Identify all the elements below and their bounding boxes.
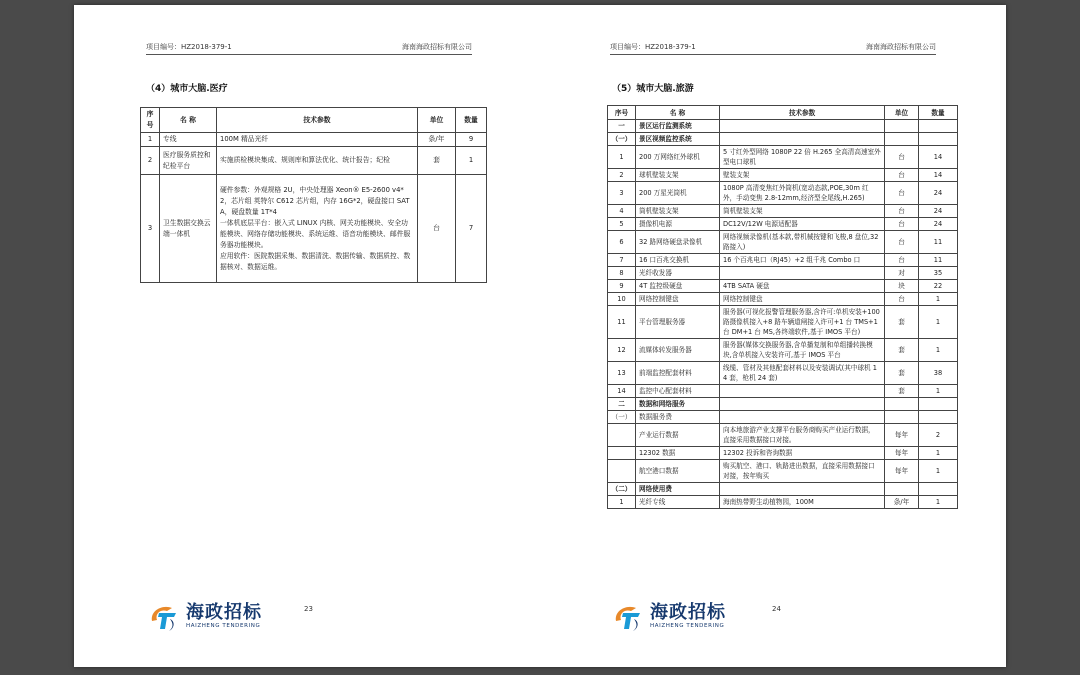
page-header xyxy=(146,40,472,55)
row-spec: 壁装支架 xyxy=(720,169,885,182)
row-number xyxy=(608,424,636,447)
col-spec: 技术参数 xyxy=(217,108,418,133)
logo-name: 海政招标 xyxy=(650,602,726,623)
company-name: 海南海政招标有限公司 xyxy=(402,43,472,51)
row-unit: 台 xyxy=(885,182,919,205)
row-name: 球机壁装支架 xyxy=(636,169,720,182)
document-spread xyxy=(74,5,1006,667)
row-unit: 套 xyxy=(885,339,919,362)
row-spec xyxy=(720,385,885,398)
row-spec: 5 寸红外型网络 1080P 22 倍 H.265 全高清高速室外型电口球机 xyxy=(720,146,885,169)
row-qty: 1 xyxy=(919,339,958,362)
row-qty: 1 xyxy=(919,306,958,339)
row-spec: 筒机壁装支架 xyxy=(720,205,885,218)
row-qty: 24 xyxy=(919,205,958,218)
table-row xyxy=(608,460,958,483)
row-number: （一） xyxy=(608,411,636,424)
row-name: 航空港口数据 xyxy=(636,460,720,483)
row-unit: 条/年 xyxy=(885,496,919,509)
row-unit: 块 xyxy=(885,280,919,293)
row-number: 一 xyxy=(608,120,636,133)
row-spec xyxy=(720,411,885,424)
row-name: 平台管理服务器 xyxy=(636,306,720,339)
row-name: 摄像机电源 xyxy=(636,218,720,231)
row-qty: 1 xyxy=(456,147,487,175)
row-name: 医疗服务质控和纪检平台 xyxy=(160,147,217,175)
row-number: 12 xyxy=(608,339,636,362)
table-header-row xyxy=(141,108,487,133)
row-name: 专线 xyxy=(160,133,217,147)
row-name: 光纤收发器 xyxy=(636,267,720,280)
row-unit xyxy=(885,398,919,411)
row-unit: 条/年 xyxy=(418,133,456,147)
row-unit: 对 xyxy=(885,267,919,280)
section-row xyxy=(608,398,958,411)
row-spec: 12302 投诉和咨询数据 xyxy=(720,447,885,460)
col-spec: 技术参数 xyxy=(720,106,885,120)
table-row xyxy=(608,306,958,339)
table-row xyxy=(608,447,958,460)
row-name: 数据服务费 xyxy=(636,411,720,424)
section-row xyxy=(608,411,958,424)
row-name: 筒机壁装支架 xyxy=(636,205,720,218)
row-number: 13 xyxy=(608,362,636,385)
row-name: 景区视频监控系统 xyxy=(636,133,720,146)
section-title-medical: （4）城市大脑.医疗 xyxy=(146,84,228,94)
row-number: 二 xyxy=(608,398,636,411)
row-number: 5 xyxy=(608,218,636,231)
col-no: 序号 xyxy=(608,106,636,120)
table-row xyxy=(608,254,958,267)
section-row xyxy=(608,483,958,496)
row-qty xyxy=(919,483,958,496)
project-code: 项目编号：HZ2018-379-1 xyxy=(610,43,696,51)
row-spec: 实施质检模块集成、规则库和算法优化、统计报告；纪检 xyxy=(217,147,418,175)
row-number: 1 xyxy=(141,133,160,147)
row-unit: 套 xyxy=(885,306,919,339)
row-number xyxy=(608,447,636,460)
row-unit: 套 xyxy=(885,385,919,398)
section-row xyxy=(608,120,958,133)
row-unit xyxy=(885,133,919,146)
row-qty: 11 xyxy=(919,254,958,267)
row-name: 12302 数据 xyxy=(636,447,720,460)
row-unit xyxy=(885,411,919,424)
row-spec: DC12V/12W 电源适配器 xyxy=(720,218,885,231)
row-unit: 台 xyxy=(418,175,456,283)
table-row xyxy=(608,280,958,293)
row-unit: 台 xyxy=(885,146,919,169)
page-23 xyxy=(74,5,540,667)
row-number: 10 xyxy=(608,293,636,306)
row-qty: 24 xyxy=(919,218,958,231)
company-name: 海南海政招标有限公司 xyxy=(866,43,936,51)
row-number: 11 xyxy=(608,306,636,339)
row-number: 2 xyxy=(141,147,160,175)
row-qty: 1 xyxy=(919,447,958,460)
row-qty: 14 xyxy=(919,169,958,182)
row-unit: 每年 xyxy=(885,447,919,460)
col-name: 名 称 xyxy=(636,106,720,120)
row-unit: 台 xyxy=(885,231,919,254)
row-qty: 22 xyxy=(919,280,958,293)
row-name: 前端监控配套材料 xyxy=(636,362,720,385)
row-qty: 1 xyxy=(919,293,958,306)
row-unit: 套 xyxy=(885,362,919,385)
row-qty xyxy=(919,120,958,133)
logo-subtitle: HAIZHENG TENDERING xyxy=(650,623,725,629)
row-spec: 向本地旅游产业支撑平台服务商购买产业运行数据，直接采用数据接口对接。 xyxy=(720,424,885,447)
row-number: 8 xyxy=(608,267,636,280)
row-qty: 35 xyxy=(919,267,958,280)
row-unit: 台 xyxy=(885,293,919,306)
row-qty xyxy=(919,133,958,146)
company-logo xyxy=(612,603,762,633)
page-number: 23 xyxy=(304,605,313,613)
row-name: 光纤专线 xyxy=(636,496,720,509)
row-unit: 台 xyxy=(885,218,919,231)
row-name: 16 口百兆交换机 xyxy=(636,254,720,267)
row-spec: 16 个百兆电口（RJ45）+2 组千兆 Combo 口 xyxy=(720,254,885,267)
table-row xyxy=(608,169,958,182)
row-unit: 台 xyxy=(885,254,919,267)
company-logo xyxy=(148,603,298,633)
row-name: 流媒体转发服务器 xyxy=(636,339,720,362)
table-row xyxy=(608,182,958,205)
page-24 xyxy=(540,5,1006,667)
row-unit xyxy=(885,120,919,133)
row-name: 200 万星光筒机 xyxy=(636,182,720,205)
row-number: 9 xyxy=(608,280,636,293)
row-spec xyxy=(720,267,885,280)
row-name: 4T 监控级硬盘 xyxy=(636,280,720,293)
row-number: 3 xyxy=(608,182,636,205)
row-name: 产业运行数据 xyxy=(636,424,720,447)
row-spec xyxy=(720,398,885,411)
table-row xyxy=(608,424,958,447)
row-spec xyxy=(720,120,885,133)
table-row xyxy=(608,218,958,231)
table-row xyxy=(608,146,958,169)
table-row xyxy=(141,133,487,147)
row-spec: 服务器(媒体交换服务器,含单播复制和单组播转换模块,含单机接入安装许可,基于 IMOS 平台 xyxy=(720,339,885,362)
section-row xyxy=(608,133,958,146)
row-number: 2 xyxy=(608,169,636,182)
logo-name: 海政招标 xyxy=(186,602,262,623)
row-name: 32 路网络硬盘录像机 xyxy=(636,231,720,254)
logo-subtitle: HAIZHENG TENDERING xyxy=(186,623,261,629)
row-unit xyxy=(885,483,919,496)
table-row xyxy=(141,175,487,283)
row-name: 数据和网络服务 xyxy=(636,398,720,411)
row-unit: 套 xyxy=(418,147,456,175)
row-qty: 24 xyxy=(919,182,958,205)
row-spec: 100M 精品光纤 xyxy=(217,133,418,147)
table-row xyxy=(608,362,958,385)
row-spec: 硬件参数：外观规格 2U，中央处理器 Xeon® E5-2600 v4*2，芯片组 英特尔 C612 芯片组，内存 16G*2，硬盘接口 SATA，硬盘数量 1T*4 一体机底层平台：嵌入式 LINUX 内核、网关功能模块、安全功能模块、网络存储功能模块、系统运维、语音功能模块、邮件服务器功能模块。 应用软件：医院数据采集、数据清洗、数据传输、数据质控、数据核对、数据运维。 xyxy=(217,175,418,283)
row-qty: 14 xyxy=(919,146,958,169)
row-spec: 网络控制键盘 xyxy=(720,293,885,306)
page-number: 24 xyxy=(772,605,781,613)
row-number: 3 xyxy=(141,175,160,283)
table-row xyxy=(608,339,958,362)
row-spec: 4TB SATA 硬盘 xyxy=(720,280,885,293)
row-number: 6 xyxy=(608,231,636,254)
row-qty: 1 xyxy=(919,460,958,483)
table-row xyxy=(608,496,958,509)
row-qty: 1 xyxy=(919,385,958,398)
section-title-tourism: （5）城市大脑.旅游 xyxy=(612,84,694,94)
row-name: 监控中心配套材料 xyxy=(636,385,720,398)
row-name: 景区运行监测系统 xyxy=(636,120,720,133)
row-number: 1 xyxy=(608,146,636,169)
col-name: 名 称 xyxy=(160,108,217,133)
logo-mark-icon xyxy=(612,603,646,633)
row-number: （二） xyxy=(608,483,636,496)
col-unit: 单位 xyxy=(885,106,919,120)
col-unit: 单位 xyxy=(418,108,456,133)
row-name: 卫生数据交换云端一体机 xyxy=(160,175,217,283)
row-spec xyxy=(720,483,885,496)
logo-mark-icon xyxy=(148,603,182,633)
row-number: 7 xyxy=(608,254,636,267)
col-qty: 数量 xyxy=(456,108,487,133)
row-qty xyxy=(919,398,958,411)
row-unit: 台 xyxy=(885,205,919,218)
row-number xyxy=(608,460,636,483)
row-spec: 海南热带野生动植物园，100M xyxy=(720,496,885,509)
row-number: 4 xyxy=(608,205,636,218)
row-unit: 每年 xyxy=(885,460,919,483)
row-number: （一） xyxy=(608,133,636,146)
row-unit: 每年 xyxy=(885,424,919,447)
row-spec xyxy=(720,133,885,146)
row-qty: 11 xyxy=(919,231,958,254)
col-qty: 数量 xyxy=(919,106,958,120)
table-row xyxy=(608,231,958,254)
row-name: 200 万网络红外球机 xyxy=(636,146,720,169)
row-name: 网络使用费 xyxy=(636,483,720,496)
project-code: 项目编号：HZ2018-379-1 xyxy=(146,43,232,51)
table-row xyxy=(608,293,958,306)
row-qty: 38 xyxy=(919,362,958,385)
table-row xyxy=(608,385,958,398)
row-qty xyxy=(919,411,958,424)
row-name: 网络控制键盘 xyxy=(636,293,720,306)
row-qty: 7 xyxy=(456,175,487,283)
row-qty: 1 xyxy=(919,496,958,509)
tourism-table xyxy=(607,105,958,509)
table-row xyxy=(141,147,487,175)
table-row xyxy=(608,267,958,280)
row-spec: 网络视频录像机(基本款,带机械按键和飞梭,8 盘位,32 路接入) xyxy=(720,231,885,254)
row-qty: 2 xyxy=(919,424,958,447)
row-spec: 1080P 高清变焦红外筒机(宽动态款,POE,30m 红外，手动变焦 2.8-12mm,经济型全尾线,H.265) xyxy=(720,182,885,205)
row-spec: 购买航空、港口、轨路进出数据，直接采用数据接口对接，按年购买 xyxy=(720,460,885,483)
row-number: 1 xyxy=(608,496,636,509)
table-header-row xyxy=(608,106,958,120)
row-qty: 9 xyxy=(456,133,487,147)
page-header xyxy=(610,40,936,55)
medical-table xyxy=(140,107,487,283)
row-spec: 线缆、管材及其他配套材料以及安装调试(其中球机 14 套，枪机 24 套) xyxy=(720,362,885,385)
table-row xyxy=(608,205,958,218)
row-number: 14 xyxy=(608,385,636,398)
row-spec: 服务器(可视化报警管理服务器,含许可:单机安装+100 路摄像机接入+8 路车辆道闸接入许可+1 台 TMS+1 台 DM+1 台 MS,各终端软件,基于 IMOS 平台) xyxy=(720,306,885,339)
row-unit: 台 xyxy=(885,169,919,182)
col-no: 序号 xyxy=(141,108,160,133)
